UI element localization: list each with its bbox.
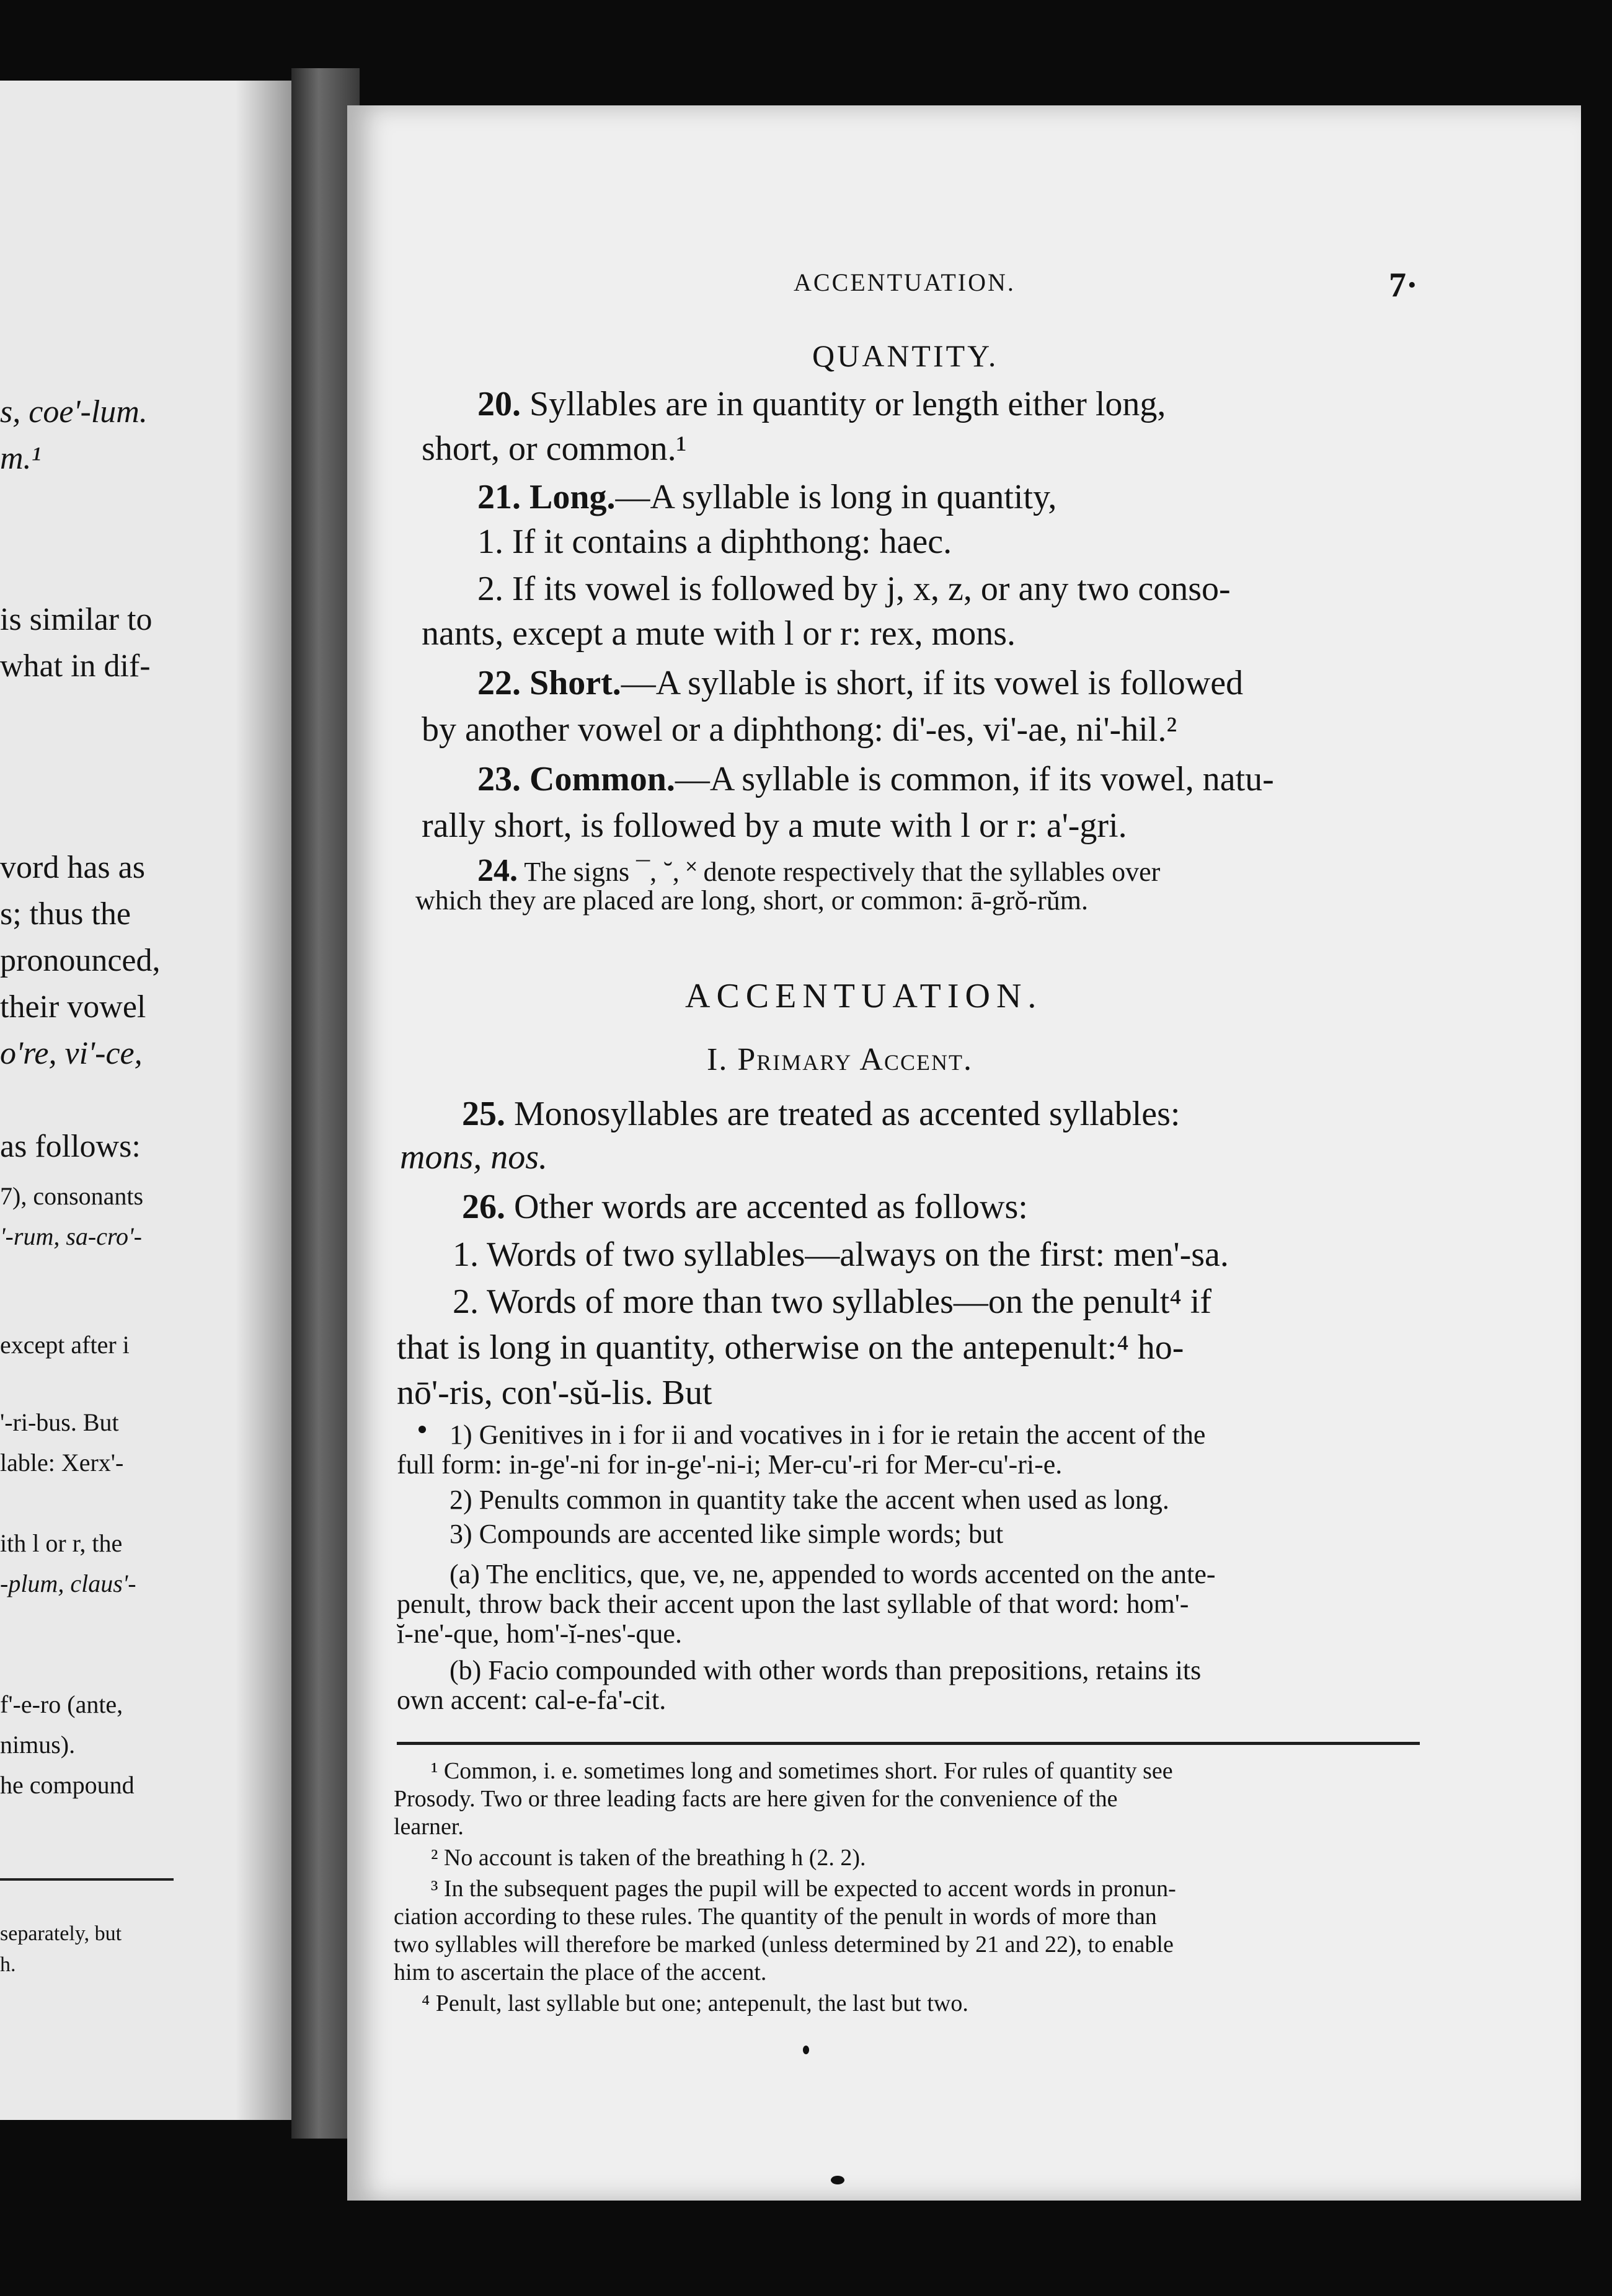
left-facing-page: [0, 81, 291, 2120]
paragraph-number: 21.: [477, 478, 521, 516]
paragraph-heading: Long.: [529, 478, 616, 516]
paragraph-22: [477, 663, 1243, 703]
list-item-continued: nō'-ris, con'-sŭ-lis. But: [397, 1374, 712, 1412]
paragraph-25: [462, 1094, 1180, 1134]
list-item-continued: that is long in quantity, otherwise on the antepenult:⁴ ho-: [397, 1328, 1184, 1367]
paragraph-number: 25.: [462, 1095, 505, 1133]
left-line: h.: [0, 1953, 16, 1976]
left-line: their vowel: [0, 989, 146, 1025]
text: Monosyllables are treated as accented syllables:: [514, 1095, 1180, 1133]
paragraph-number: 26.: [462, 1188, 505, 1226]
footnote-line: ciation according to these rules. The quantity of the penult in words of more than: [394, 1904, 1157, 1930]
paragraph-26: [462, 1187, 1028, 1227]
left-line: ith l or r, the: [0, 1529, 123, 1557]
footnote-line: learner.: [394, 1814, 464, 1840]
text: The signs ¯, ˘, ˟ denote respectively that the syllables over: [524, 857, 1161, 887]
paragraph-20-line2: short, or common.¹: [422, 430, 687, 468]
left-line: s, coe'-lum.: [0, 394, 148, 430]
text: Syllables are in quantity or length either long,: [529, 385, 1166, 423]
footnote-line: him to ascertain the place of the accent.: [394, 1959, 767, 1985]
left-footnote-rule: [0, 1878, 174, 1881]
paragraph-24: [477, 855, 1160, 888]
paragraph-23: [477, 759, 1274, 799]
note-line: penult, throw back their accent upon the last syllable of that word: hom'-: [397, 1589, 1189, 1619]
ink-speck: [803, 2046, 809, 2054]
ink-speck: [831, 2176, 844, 2184]
list-item-continued: nants, except a mute with l or r: rex, mons.: [422, 614, 1016, 653]
note-line: 2) Penults common in quantity take the accent when used as long.: [450, 1485, 1169, 1515]
paragraph-20: [477, 384, 1166, 424]
left-line: lable: Xerx'-: [0, 1449, 124, 1477]
note-line: (a) The enclitics, que, ve, ne, appended to words accented on the ante-: [450, 1559, 1216, 1589]
paragraph-24-line2: which they are placed are long, short, or common: ā-grŏ-rŭm.: [415, 885, 1088, 916]
note-line: full form: in-ge'-ni for in-ge'-ni-i; Mer-cu'-ri for Mer-cu'-ri-e.: [397, 1449, 1063, 1480]
note-line: 1) Genitives in i for ii and vocatives in i for ie retain the accent of the: [450, 1420, 1206, 1450]
paragraph-25-line2: mons, nos.: [400, 1138, 548, 1177]
paragraph-number: 24.: [477, 853, 518, 888]
footnote-line: ² No account is taken of the breathing h (2. 2).: [431, 1845, 866, 1871]
left-line: is similar to: [0, 602, 153, 637]
footnote-line: ⁴ Penult, last syllable but one; antepenult, the last but two.: [422, 1990, 968, 2016]
paragraph-number: 22.: [477, 664, 521, 702]
list-item: 1. If it contains a diphthong: haec.: [477, 523, 952, 561]
paragraph-heading: Common.: [529, 760, 675, 798]
left-line: pronounced,: [0, 943, 161, 978]
left-line: he compound: [0, 1771, 135, 1799]
left-line: as follows:: [0, 1129, 141, 1164]
page-number: 7·: [1389, 266, 1418, 304]
note-line: (b) Facio compounded with other words than prepositions, retains its: [450, 1655, 1202, 1685]
left-line: -plum, claus'-: [0, 1570, 136, 1597]
left-line: m.¹: [0, 441, 42, 476]
left-line: nimus).: [0, 1731, 76, 1759]
page-shadow: [236, 81, 291, 2120]
footnote-rule: [397, 1742, 1420, 1745]
section-title-accentuation: ACCENTUATION.: [685, 977, 1043, 1015]
section-title-quantity: QUANTITY.: [812, 338, 999, 373]
bullet-mark: [418, 1426, 426, 1433]
left-line: o're, vi'-ce,: [0, 1036, 143, 1071]
left-line: vord has as: [0, 850, 145, 885]
note-line: ĭ-ne'-que, hom'-ĭ-nes'-que.: [397, 1618, 682, 1649]
left-line: separately, but: [0, 1922, 122, 1945]
text: —A syllable is long in quantity,: [615, 478, 1057, 516]
paragraph-heading: Short.: [529, 664, 621, 702]
left-line: except after i: [0, 1331, 130, 1359]
list-item: 2. If its vowel is followed by j, x, z, or any two conso-: [477, 570, 1231, 608]
list-item: 2. Words of more than two syllables—on the penult⁴ if: [453, 1283, 1212, 1321]
paragraph-number: 23.: [477, 760, 521, 798]
paragraph-23-line2: rally short, is followed by a mute with l or r: a'-gri.: [422, 806, 1127, 845]
left-line: s; thus the: [0, 896, 131, 932]
left-line: f'-e-ro (ante,: [0, 1690, 123, 1718]
note-line: 3) Compounds are accented like simple words; but: [450, 1519, 1004, 1549]
left-line: '-ri-bus. But: [0, 1408, 119, 1436]
paragraph-21: [477, 477, 1056, 517]
footnote-line: ³ In the subsequent pages the pupil will be expected to accent words in pronun-: [431, 1876, 1176, 1902]
paragraph-22-line2: by another vowel or a diphthong: di'-es, vi'-ae, ni'-hil.²: [422, 710, 1177, 749]
subsection-title-primary-accent: I. Primary Accent.: [707, 1042, 973, 1077]
left-line: 7), consonants: [0, 1182, 144, 1210]
running-head: ACCENTUATION.: [794, 268, 1016, 296]
footnote-line: two syllables will therefore be marked (unless determined by 21 and 22), to enable: [394, 1932, 1174, 1958]
text: —A syllable is short, if its vowel is followed: [621, 664, 1244, 702]
list-item: 1. Words of two syllables—always on the first: men'-sa.: [453, 1235, 1229, 1274]
footnote-line: Prosody. Two or three leading facts are here given for the convenience of the: [394, 1786, 1118, 1812]
footnote-line: ¹ Common, i. e. sometimes long and sometimes short. For rules of quantity see: [431, 1758, 1173, 1784]
right-page: [347, 105, 1581, 2201]
note-line: own accent: cal-e-fa'-cit.: [397, 1685, 666, 1715]
left-line: what in dif-: [0, 648, 151, 684]
text: —A syllable is common, if its vowel, natu-: [675, 760, 1274, 798]
left-line: '-rum, sa-cro'-: [0, 1222, 142, 1250]
paragraph-number: 20.: [477, 385, 521, 423]
text: Other words are accented as follows:: [514, 1188, 1028, 1226]
